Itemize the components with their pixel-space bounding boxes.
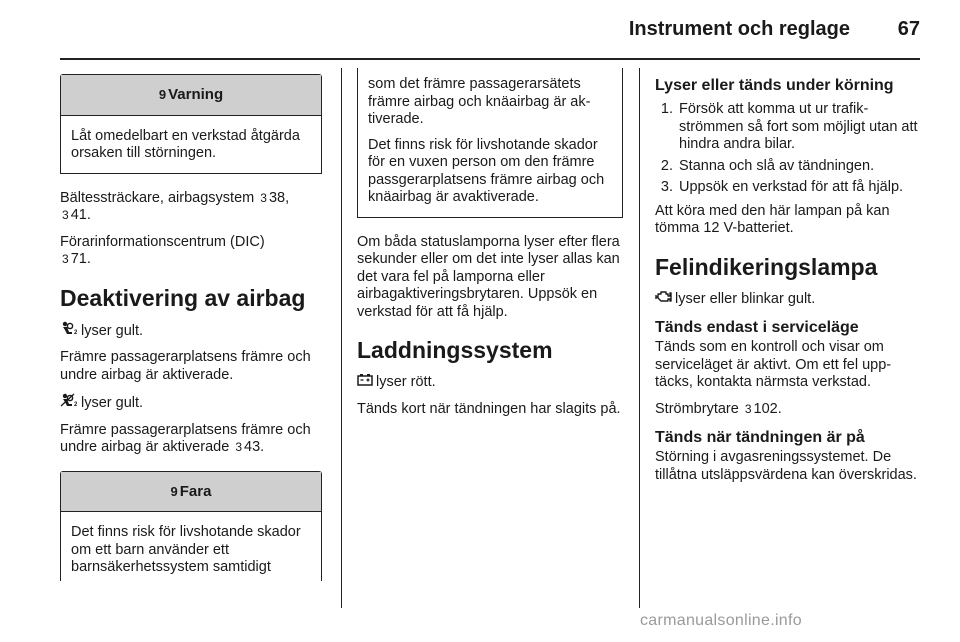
- battery-drain-note: Att köra med den här lampan på kan tömma 12 V-batteriet.: [655, 202, 890, 236]
- charging-description: Tänds kort när tändningen har slagits på.: [357, 400, 621, 417]
- engine-line: lyser eller blinkar gult.: [655, 290, 920, 309]
- airbag-on-description: Främre passagerarplatsens främre och undre airbag är aktiverade.: [60, 349, 311, 383]
- section-heading-airbag-deactivation: Deaktivering av airbag: [60, 284, 306, 311]
- page-ref-arrow-icon: 3: [235, 440, 242, 454]
- header-divider: [60, 58, 920, 60]
- section-heading-charging-system: Laddningssystem: [357, 337, 553, 363]
- page-ref-arrow-icon: 3: [62, 208, 69, 222]
- seatbelt-airbag-ref: Bältessträckare, airbagsystem 3 38, 3 41.: [60, 189, 290, 223]
- list-item: 1. Försök att komma ut ur trafikströmmen så fort som möjligt utan att hindra andra bilar.: [677, 101, 920, 154]
- list-item: 2. Stanna och slå av tändningen.: [677, 158, 920, 176]
- service-mode-text: Tänds som en kontroll och visar om serviceläget är aktivt. Om ett fel upptäcks, kontakta närmsta verkstad.: [655, 339, 892, 390]
- danger-text: Det finns risk för livshotande skador om ett barn använder ett barnsäkerhetssystem samtidigt: [71, 524, 301, 575]
- airbag-off-line: 2 lyser gult.: [60, 393, 322, 413]
- dic-ref: Förarinformationscentrum (DIC) 3 71.: [60, 233, 265, 267]
- status-lamps-paragraph: Om båda statuslamporna lyser efter flera sekunder eller om det inte lyser allas kan det vara fel på lamporna eller airbagaktiveringsbrytaren. Uppsök en verkstad för att få hjälp.: [357, 233, 620, 320]
- warning-box: [60, 74, 322, 174]
- warning-icon: 9: [158, 87, 167, 102]
- danger-icon: 9: [170, 483, 178, 499]
- subheading-service-mode: Tänds endast i serviceläge: [655, 319, 859, 336]
- page-ref-arrow-icon: 3: [62, 252, 69, 266]
- svg-text:2: 2: [74, 329, 78, 335]
- warning-box-header: [61, 75, 321, 116]
- danger-text-continued: som det främre passagerarsätets främre airbag och knäairbag är aktiverade.: [368, 76, 591, 127]
- ignition-switch-ref: Strömbrytare 3 102.: [655, 400, 782, 417]
- page-number: 67: [897, 18, 920, 40]
- subheading-lights-while-driving: Lyser eller tänds under körning: [655, 77, 894, 94]
- page-header-title: Instrument och reglage: [628, 18, 850, 40]
- warning-text: Låt omedelbart en verkstad åtgärda orsaken till störningen.: [71, 127, 300, 161]
- column-2: [357, 68, 623, 427]
- airbag-on-icon: [60, 321, 78, 341]
- airbag-off-description: Främre passagerarplatsens främre och undre airbag är aktiverade 3 43.: [60, 421, 311, 455]
- battery-icon: [357, 373, 373, 392]
- danger-box-header: [61, 472, 321, 513]
- page-ref-arrow-icon: 3: [260, 190, 267, 205]
- svg-text:2: 2: [74, 402, 78, 407]
- warning-title: Varning: [168, 86, 224, 103]
- danger-box: [60, 471, 322, 581]
- danger-text-adult: Det finns risk för livshotande skador för en vuxen person om den främre passgerarplatsens främre airbag och knäairbag är avaktiverade.: [368, 136, 605, 205]
- section-heading-malfunction-lamp: Felindikeringslampa: [655, 253, 878, 280]
- column-3: [655, 74, 920, 493]
- engine-icon: [655, 290, 672, 309]
- page-ref-arrow-icon: 3: [744, 401, 752, 416]
- list-item: 3. Uppsök en verkstad för att få hjälp.: [677, 179, 920, 197]
- ignition-on-text: Störning i avgasreningssystemet. De tillåtna utsläppsvärdena kan överskridas.: [655, 449, 917, 483]
- subheading-ignition-on: Tänds när tändningen är på: [655, 429, 865, 446]
- column-divider-1: [341, 68, 342, 608]
- danger-box-continuation: [357, 68, 623, 218]
- battery-line: lyser rött.: [357, 373, 623, 392]
- airbag-off-icon: [60, 393, 78, 413]
- column-1: [60, 74, 322, 593]
- airbag-on-line: 2 lyser gult.: [60, 321, 322, 341]
- watermark: carmanualsonline.info: [640, 612, 802, 629]
- steps-list: [655, 101, 920, 197]
- danger-title: Fara: [179, 482, 212, 500]
- column-divider-2: [639, 68, 640, 608]
